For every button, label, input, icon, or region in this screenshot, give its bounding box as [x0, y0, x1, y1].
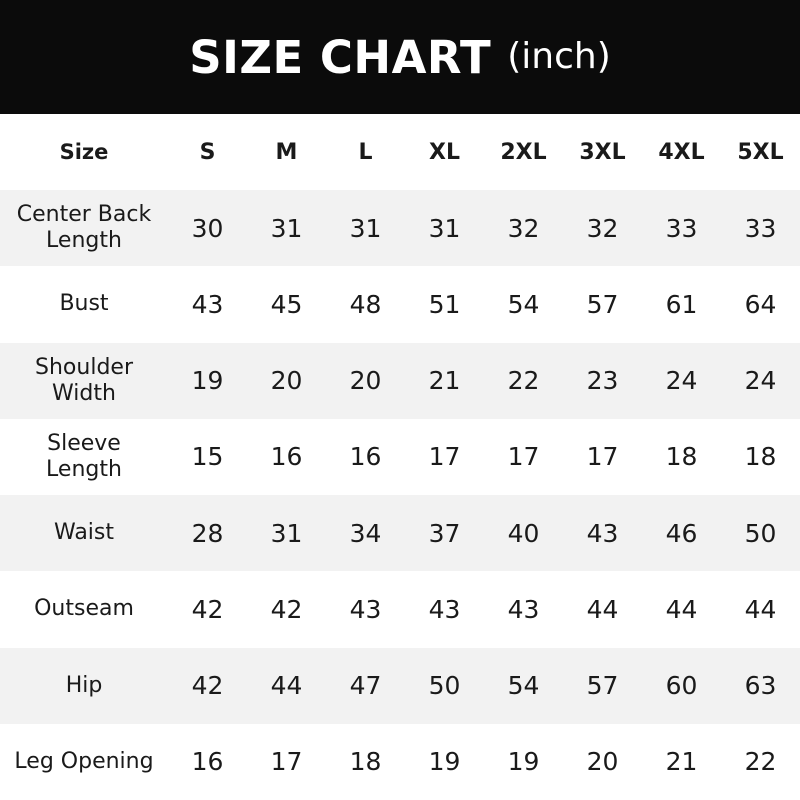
column-header-xl: XL [405, 114, 484, 190]
cell-value: 63 [721, 648, 800, 724]
cell-value: 64 [721, 266, 800, 342]
cell-value: 28 [168, 495, 247, 571]
column-header-3xl: 3XL [563, 114, 642, 190]
cell-value: 17 [405, 419, 484, 495]
cell-value: 40 [484, 495, 563, 571]
cell-value: 42 [168, 571, 247, 647]
size-chart-table [0, 114, 800, 800]
row-label: Leg Opening [0, 724, 168, 800]
cell-value: 42 [168, 648, 247, 724]
cell-value: 50 [405, 648, 484, 724]
cell-value: 61 [642, 266, 721, 342]
cell-value: 33 [721, 190, 800, 266]
chart-header-banner [0, 0, 800, 114]
cell-value: 37 [405, 495, 484, 571]
column-header-s: S [168, 114, 247, 190]
unit-label: (inch) [507, 36, 611, 77]
table-row [0, 419, 800, 495]
cell-value: 50 [721, 495, 800, 571]
cell-value: 48 [326, 266, 405, 342]
column-header-2xl: 2XL [484, 114, 563, 190]
cell-value: 31 [326, 190, 405, 266]
column-header-5xl: 5XL [721, 114, 800, 190]
cell-value: 19 [168, 343, 247, 419]
cell-value: 42 [247, 571, 326, 647]
cell-value: 54 [484, 648, 563, 724]
cell-value: 34 [326, 495, 405, 571]
cell-value: 43 [326, 571, 405, 647]
cell-value: 20 [247, 343, 326, 419]
row-label: Outseam [0, 571, 168, 647]
cell-value: 57 [563, 266, 642, 342]
cell-value: 19 [405, 724, 484, 800]
page-title: SIZE CHART [189, 30, 492, 84]
row-label: Shoulder Width [0, 343, 168, 419]
cell-value: 22 [721, 724, 800, 800]
table-header-row [0, 114, 800, 190]
table-row [0, 343, 800, 419]
row-label: Sleeve Length [0, 419, 168, 495]
cell-value: 16 [168, 724, 247, 800]
cell-value: 16 [326, 419, 405, 495]
cell-value: 17 [247, 724, 326, 800]
cell-value: 18 [642, 419, 721, 495]
table-body [0, 190, 800, 800]
row-label: Bust [0, 266, 168, 342]
cell-value: 31 [247, 495, 326, 571]
cell-value: 43 [563, 495, 642, 571]
cell-value: 32 [563, 190, 642, 266]
row-label: Waist [0, 495, 168, 571]
cell-value: 24 [721, 343, 800, 419]
table-row [0, 648, 800, 724]
cell-value: 15 [168, 419, 247, 495]
column-header-l: L [326, 114, 405, 190]
cell-value: 32 [484, 190, 563, 266]
table-row [0, 266, 800, 342]
row-label: Hip [0, 648, 168, 724]
cell-value: 21 [405, 343, 484, 419]
cell-value: 20 [563, 724, 642, 800]
cell-value: 44 [642, 571, 721, 647]
cell-value: 44 [563, 571, 642, 647]
cell-value: 46 [642, 495, 721, 571]
cell-value: 17 [484, 419, 563, 495]
cell-value: 19 [484, 724, 563, 800]
cell-value: 21 [642, 724, 721, 800]
column-header-size: Size [0, 114, 168, 190]
cell-value: 54 [484, 266, 563, 342]
cell-value: 60 [642, 648, 721, 724]
column-header-4xl: 4XL [642, 114, 721, 190]
cell-value: 44 [247, 648, 326, 724]
row-label: Center Back Length [0, 190, 168, 266]
table-row [0, 724, 800, 800]
cell-value: 43 [405, 571, 484, 647]
cell-value: 51 [405, 266, 484, 342]
cell-value: 31 [405, 190, 484, 266]
table-row [0, 571, 800, 647]
cell-value: 16 [247, 419, 326, 495]
cell-value: 43 [484, 571, 563, 647]
cell-value: 31 [247, 190, 326, 266]
cell-value: 18 [326, 724, 405, 800]
table-row [0, 495, 800, 571]
cell-value: 18 [721, 419, 800, 495]
cell-value: 43 [168, 266, 247, 342]
table-row [0, 190, 800, 266]
cell-value: 22 [484, 343, 563, 419]
table-header [0, 114, 800, 190]
cell-value: 20 [326, 343, 405, 419]
cell-value: 33 [642, 190, 721, 266]
cell-value: 24 [642, 343, 721, 419]
cell-value: 45 [247, 266, 326, 342]
cell-value: 57 [563, 648, 642, 724]
cell-value: 17 [563, 419, 642, 495]
cell-value: 30 [168, 190, 247, 266]
column-header-m: M [247, 114, 326, 190]
cell-value: 47 [326, 648, 405, 724]
cell-value: 44 [721, 571, 800, 647]
cell-value: 23 [563, 343, 642, 419]
